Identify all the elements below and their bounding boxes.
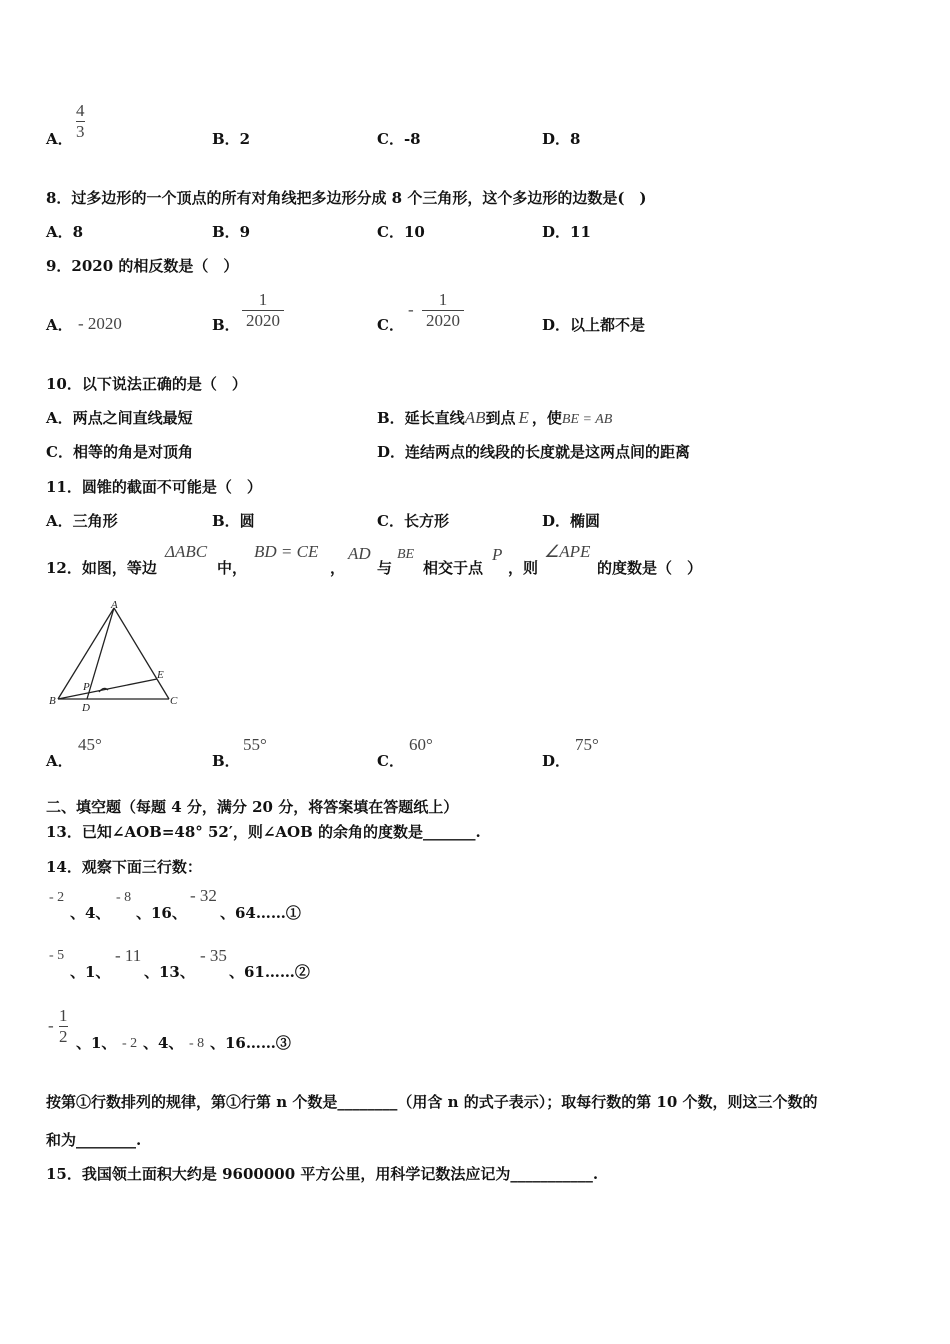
q10-option-c: C．相等的角是对顶角 (46, 443, 193, 461)
q8-option-d: D．11 (542, 223, 591, 241)
q12-option-d-value: 75° (575, 735, 599, 754)
q12-triangle-figure (44, 598, 184, 713)
figure-label-c: C (170, 695, 178, 707)
q12-option-d-label: D． (542, 752, 571, 770)
q14-row2-num1: - 5 (49, 948, 65, 963)
q8-stem: 8．过多边形的一个顶点的所有对角线把多边形分成 8 个三角形，这个多边形的边数是( ) (46, 189, 647, 207)
fraction-denominator: 2 (59, 1027, 68, 1046)
q12-stem-t4: 相交于点 (423, 559, 484, 577)
q9-option-d: D．以上都不是 (542, 316, 646, 334)
fraction-numerator: 1 (258, 290, 268, 309)
q12-stem-t5: ，则 (508, 559, 539, 577)
q14-row1-num1: - 2 (49, 890, 65, 905)
figure-label-a: A (111, 599, 118, 611)
figure-label-b: B (49, 695, 56, 707)
q7-option-a-fraction (76, 101, 85, 142)
q7-option-b: B．2 (212, 130, 251, 148)
q12-segment-ad: AD (348, 544, 371, 563)
q10-option-d: D．连结两点的线段的长度就是这两点间的距离 (377, 443, 691, 461)
q12-option-a-label: A． (46, 752, 73, 770)
q14-row3-fraction (59, 1006, 68, 1047)
q12-stem-t2: ， (330, 559, 346, 577)
q9-option-c-label: C． (377, 316, 404, 334)
q10-option-b-point-e: E (518, 408, 529, 427)
figure-labels (49, 599, 178, 713)
q14-row2-text2: 、13、 (144, 963, 195, 981)
q11-option-c: C．长方形 (377, 512, 449, 530)
q11-option-b: B．圆 (212, 512, 255, 530)
q12-stem-pre: 12．如图，等边 (46, 559, 157, 577)
q8-option-a: A．8 (46, 223, 84, 241)
q14-row2-num3: - 35 (200, 946, 227, 965)
q12-stem-t6: 的度数是（ ） (597, 559, 703, 577)
q9-option-a-value: - 2020 (78, 314, 122, 333)
q9-stem: 9．2020 的相反数是（ ） (46, 257, 239, 275)
q12-option-c-label: C． (377, 752, 404, 770)
q15-text: 15．我国领土面积大约是 9600000 平方公里，用科学记数法应记为___________. (46, 1165, 599, 1183)
q12-equation: BD = CE (254, 542, 319, 561)
q14-row3-text1: 、1、 (76, 1034, 117, 1052)
q11-stem: 11．圆锥的截面不可能是（ ） (46, 478, 262, 496)
fraction-numerator: 1 (438, 290, 448, 309)
q12-angle: ∠APE (544, 542, 591, 561)
segment-ad (87, 608, 114, 699)
q14-row1-num3: - 32 (190, 886, 217, 905)
q9-option-b-label: B． (212, 316, 240, 334)
q14-row1-text1: 、4、 (70, 904, 111, 922)
q9-option-b-fraction (242, 290, 284, 331)
figure-label-d: D (82, 702, 90, 713)
q14-row3-text2: 、4、 (143, 1034, 184, 1052)
fraction-denominator: 2020 (426, 311, 460, 330)
q11-option-d: D．椭圆 (542, 512, 601, 530)
q9-option-a-label: A． (46, 316, 73, 334)
q12-segment-be: BE (397, 547, 415, 562)
fraction-denominator: 3 (76, 122, 85, 141)
q7-option-d: D．8 (542, 130, 581, 148)
q9-option-c-sign: - (408, 300, 414, 319)
q12-triangle: ΔABC (165, 542, 208, 561)
q9-option-c-fraction (422, 290, 464, 331)
figure-lines (58, 608, 169, 699)
q12-option-a-value: 45° (78, 735, 102, 754)
side-ac (114, 608, 169, 699)
q10-option-b-line-ab: AB (464, 408, 486, 427)
section2-heading: 二、填空题（每题 4 分，满分 20 分，将答案填在答题纸上） (46, 798, 459, 816)
q12-point-p: P (492, 545, 503, 564)
q10-option-a: A．两点之间直线最短 (46, 409, 193, 427)
q14-row2-text1: 、1、 (70, 963, 111, 981)
q12-option-b-value: 55° (243, 735, 267, 754)
figure-label-e: E (157, 669, 164, 681)
q10-option-b-equation: BE = AB (561, 412, 613, 427)
q12-option-c-value: 60° (409, 735, 433, 754)
q14-row3-num3: - 8 (189, 1036, 205, 1051)
q10-option-b-mid: 到点 (485, 409, 516, 427)
q14-row1-text2: 、16、 (136, 904, 187, 922)
q12-stem-t3: 与 (377, 559, 393, 577)
figure-label-p: P (83, 681, 90, 693)
q10-stem: 10．以下说法正确的是（ ） (46, 375, 247, 393)
q8-option-b: B．9 (212, 223, 251, 241)
q14-stem: 14．观察下面三行数： (46, 858, 202, 876)
q7-option-a-label: A． (46, 130, 73, 148)
q10-option-b-post: ，使 (531, 409, 562, 427)
q14-row1-num2: - 8 (116, 890, 132, 905)
q8-option-c: C．10 (377, 223, 425, 241)
fraction-numerator: 4 (76, 101, 85, 120)
q14-question-line1: 按第①行数排列的规律，第①行第 n 个数是________（用含 n 的式子表示）；取每行数的第 10 个数，则这三个数的 (46, 1093, 818, 1111)
q10-option-b (377, 407, 612, 428)
q14-row1-text3: 、64……① (220, 904, 301, 922)
q14-row3-text3: 、16……③ (210, 1034, 291, 1052)
q11-option-a: A．三角形 (46, 512, 118, 530)
q12-option-b-label: B． (212, 752, 240, 770)
q14-row2-num2: - 11 (115, 946, 142, 965)
q14-row3-sign: - (48, 1016, 54, 1035)
q14-row3-num2: - 2 (122, 1036, 138, 1051)
fraction-denominator: 2020 (246, 311, 280, 330)
q13-text: 13．已知∠AOB=48° 52′，则∠AOB 的余角的度数是_______. (46, 823, 481, 841)
fraction-numerator: 1 (59, 1006, 68, 1025)
q12-stem-t1: 中， (217, 559, 248, 577)
q7-option-c: C．-8 (377, 130, 421, 148)
q10-option-b-pre: B．延长直线 (377, 409, 465, 427)
q14-row2-text3: 、61……② (229, 963, 310, 981)
q14-question-line2: 和为________. (46, 1131, 142, 1149)
